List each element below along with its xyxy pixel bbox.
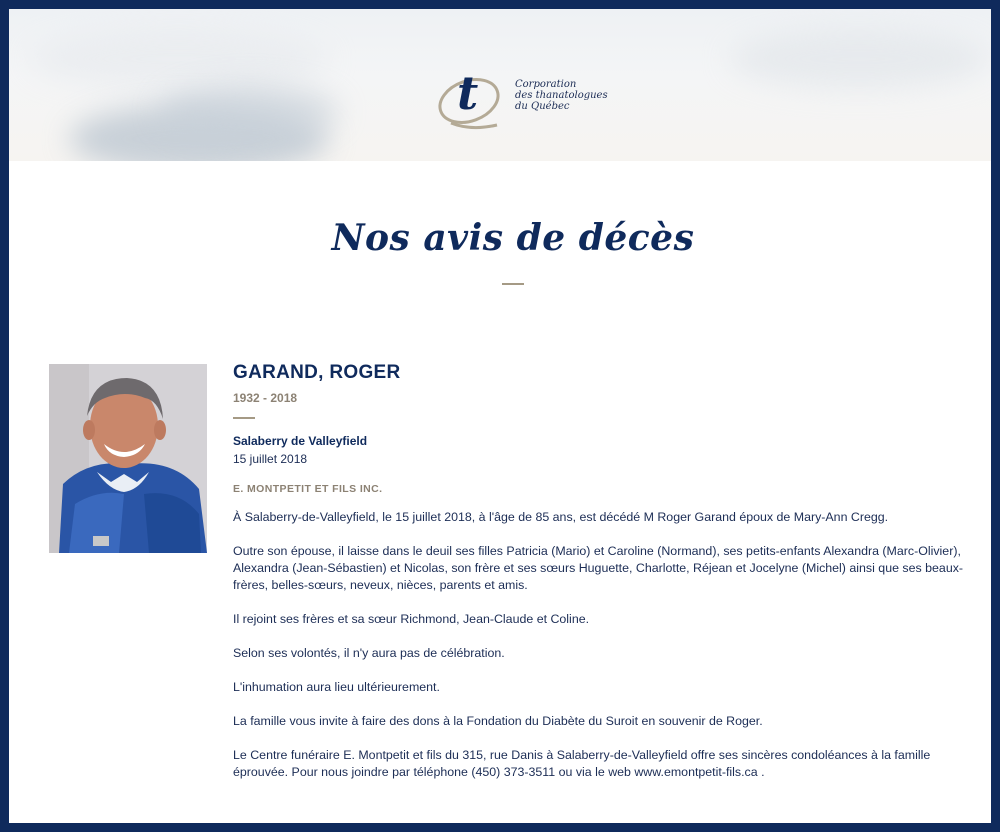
paragraph: À Salaberry-de-Valleyfield, le 15 juillet 2018, à l'âge de 85 ans, est décédé M Roger Garand époux de Mary-Ann Cregg. <box>233 510 889 524</box>
paragraph: Il rejoint ses frères et sa sœur Richmond, Jean-Claude et Coline. <box>233 612 590 626</box>
paragraph: La famille vous invite à faire des dons à la Fondation du Diabète du Suroit en souvenir de Roger. <box>233 714 763 728</box>
svg-text:t: t <box>457 66 479 120</box>
life-years: 1932 - 2018 <box>233 391 298 405</box>
title-divider <box>502 283 524 285</box>
obituary-content <box>233 360 973 798</box>
deceased-name[interactable]: GARAND, ROGER <box>233 362 401 383</box>
paragraph: Selon ses volontés, il n'y aura pas de célébration. <box>233 646 505 660</box>
logo-line-3: du Québec <box>515 101 570 112</box>
tq-monogram-icon <box>431 61 515 133</box>
logo-line-2: des thanatologues <box>515 90 608 101</box>
logo-line-1: Corporation <box>515 79 577 90</box>
obituary-text <box>233 509 973 781</box>
location: Salaberry de Valleyfield <box>233 434 368 448</box>
name-divider <box>233 417 255 419</box>
death-date: 15 juillet 2018 <box>233 452 308 466</box>
page-title: Nos avis de décès <box>331 217 695 259</box>
funeral-home[interactable]: E. MONTPETIT ET FILS INC. <box>233 483 383 495</box>
paragraph: L'inhumation aura lieu ultérieurement. <box>233 680 440 694</box>
page-frame <box>9 9 991 823</box>
header-banner <box>9 9 991 161</box>
obituary-photo <box>49 364 207 553</box>
logo-text <box>515 79 608 112</box>
paragraph: Le Centre funéraire E. Montpetit et fils du 315, rue Danis à Salaberry-de-Valleyfield offre ses sincères condoléances à la famille éprouvée. Pour nous joindre par téléphone (450) 373-3511 ou via le web www.emontpetit-fils.ca . <box>233 748 931 779</box>
paragraph: Outre son épouse, il laisse dans le deuil ses filles Patricia (Mario) et Caroline (Normand), ses petits-enfants Alexandra (Marc-Olivier), Alexandra (Jean-Sébastien) et Nicolas, son frère et ses sœurs Huguette, Charlotte, Réjean et Jocelyne (Michel) ainsi que ses beaux-frères, belles-sœurs, neveux, nièces, parents et amis. <box>233 544 964 592</box>
corporation-logo[interactable] <box>431 61 611 133</box>
